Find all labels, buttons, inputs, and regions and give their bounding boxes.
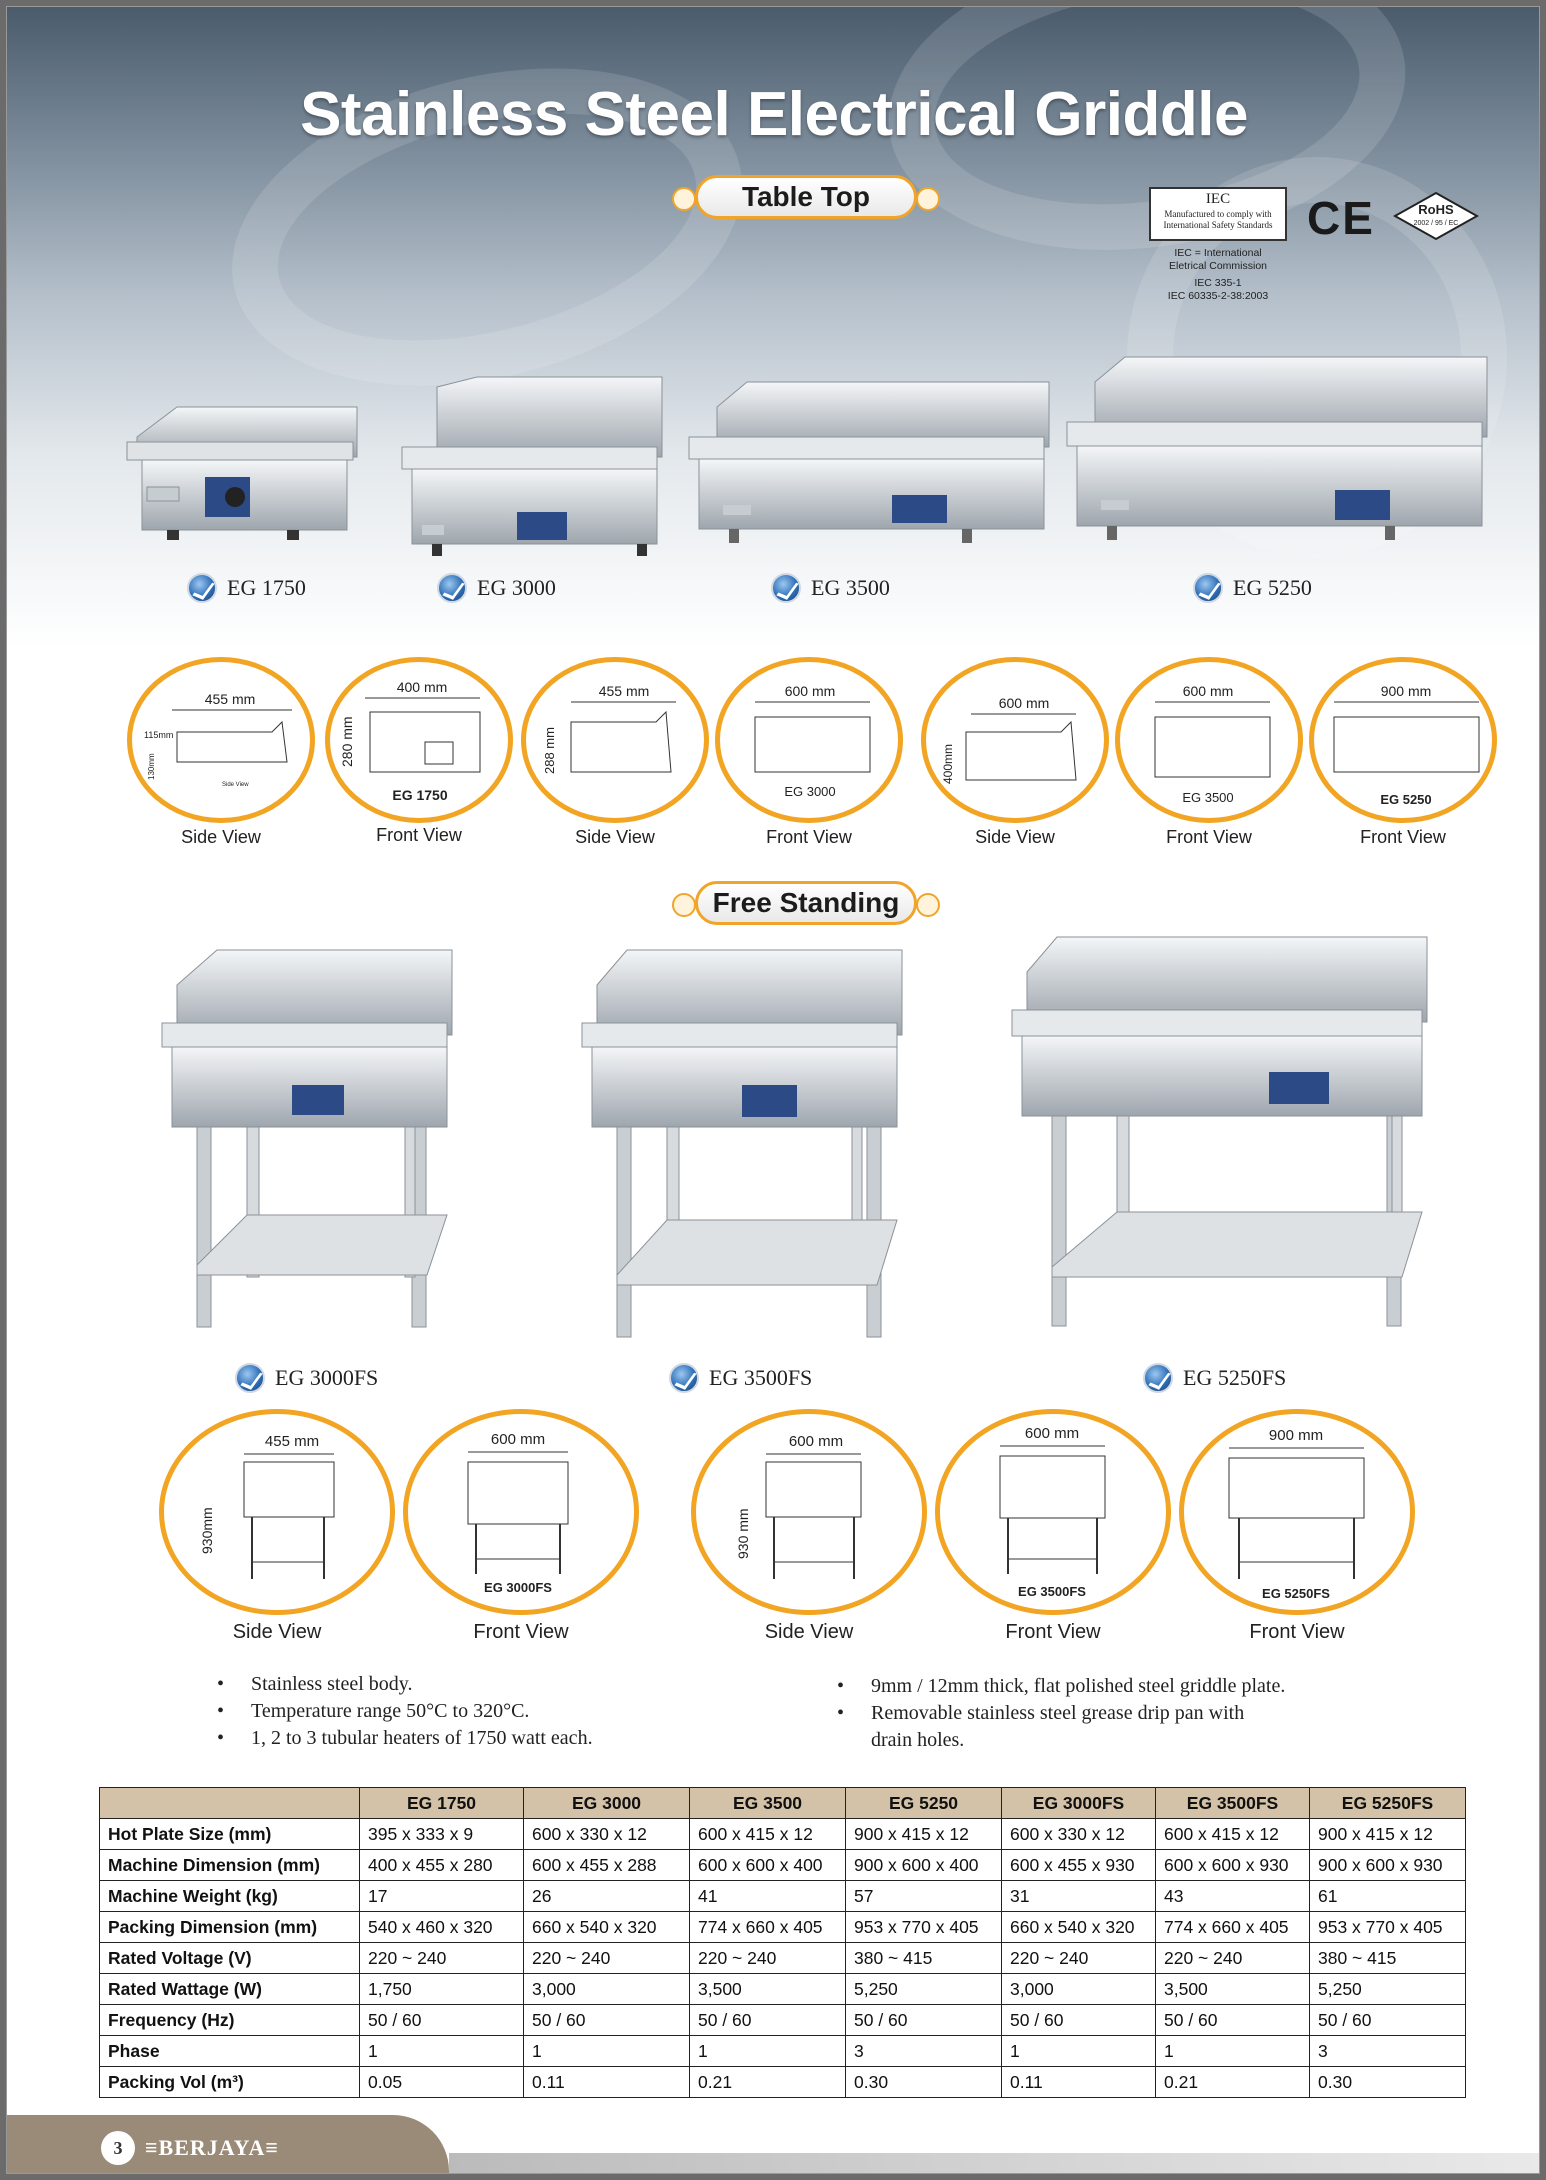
table-cell: 3,500 bbox=[1156, 1974, 1310, 2005]
row-label: Rated Wattage (W) bbox=[100, 1974, 360, 2005]
diagram-eg3500fs-side bbox=[691, 1409, 927, 1615]
brand-badge-icon bbox=[1193, 573, 1223, 603]
row-label: Packing Dimension (mm) bbox=[100, 1912, 360, 1943]
table-cell: 600 x 415 x 12 bbox=[1156, 1819, 1310, 1850]
diagram-eg1750-side bbox=[127, 657, 315, 823]
table-cell: 1 bbox=[1156, 2036, 1310, 2067]
table-cell: 17 bbox=[360, 1881, 524, 1912]
iec-note-2: Eletrical Commission bbox=[1168, 260, 1268, 272]
table-cell: 1 bbox=[360, 2036, 524, 2067]
product-image-eg3000fs bbox=[157, 945, 457, 1345]
dimension-height: 930mm bbox=[199, 1507, 215, 1554]
diagram-model: EG 3000 bbox=[784, 784, 836, 799]
table-cell: 220 ~ 240 bbox=[360, 1943, 524, 1974]
model-name: EG 5250 bbox=[1233, 575, 1312, 600]
iec-line-1: Manufactured to comply with bbox=[1164, 209, 1272, 219]
view-label-fs-5: Front View bbox=[1249, 1621, 1345, 1643]
diagram-eg3500fs-front bbox=[935, 1409, 1171, 1615]
table-cell: 3,500 bbox=[690, 1974, 846, 2005]
column-header: EG 3000FS bbox=[1002, 1788, 1156, 1819]
brand-badge-icon bbox=[235, 1363, 265, 1393]
table-row bbox=[100, 2036, 1466, 2067]
features-list-right bbox=[837, 1673, 1285, 1754]
table-row bbox=[100, 1819, 1466, 1850]
rohs-subtitle: 2002 / 95 / EC bbox=[1413, 220, 1459, 227]
catalog-page bbox=[6, 6, 1540, 2174]
table-row bbox=[100, 1912, 1466, 1943]
table-cell: 1,750 bbox=[360, 1974, 524, 2005]
table-cell: 1 bbox=[690, 2036, 846, 2067]
table-row bbox=[100, 1881, 1466, 1912]
table-cell: 900 x 415 x 12 bbox=[846, 1819, 1002, 1850]
feature-item-continuation: drain holes. bbox=[871, 1729, 965, 1751]
view-label-1: Side View bbox=[181, 827, 261, 847]
row-label: Rated Voltage (V) bbox=[100, 1943, 360, 1974]
table-cell: 600 x 330 x 12 bbox=[524, 1819, 690, 1850]
iec-note-1: IEC = International bbox=[1174, 247, 1262, 259]
dimension-width: 455 mm bbox=[264, 1433, 320, 1450]
free-standing-section-label: Free Standing bbox=[695, 881, 917, 925]
table-header-row bbox=[100, 1788, 1466, 1819]
feature-item: • 1, 2 to 3 tubular heaters of 1750 watt each. bbox=[217, 1725, 593, 1752]
model-name: EG 3500FS bbox=[709, 1365, 813, 1390]
dimension-width: 400 mm bbox=[396, 679, 448, 695]
table-cell: 953 x 770 x 405 bbox=[1310, 1912, 1466, 1943]
table-row bbox=[100, 1974, 1466, 2005]
dimension-width: 600 mm bbox=[1182, 683, 1234, 699]
ce-mark-icon: CE bbox=[1307, 192, 1375, 244]
table-row bbox=[100, 2005, 1466, 2036]
table-cell: 1 bbox=[524, 2036, 690, 2067]
table-cell: 3,000 bbox=[1002, 1974, 1156, 2005]
table-cell: 0.11 bbox=[524, 2067, 690, 2098]
brand-badge-icon bbox=[187, 573, 217, 603]
row-label: Machine Weight (kg) bbox=[100, 1881, 360, 1912]
view-label-5: Side View bbox=[975, 827, 1055, 847]
table-cell: 31 bbox=[1002, 1881, 1156, 1912]
table-cell: 540 x 460 x 320 bbox=[360, 1912, 524, 1943]
model-label-eg3500fs bbox=[669, 1363, 812, 1393]
diagram-eg3500-side bbox=[921, 657, 1109, 823]
table-cell: 900 x 600 x 400 bbox=[846, 1850, 1002, 1881]
model-label-eg3000 bbox=[437, 573, 556, 603]
table-cell: 50 / 60 bbox=[690, 2005, 846, 2036]
column-header: EG 3000 bbox=[524, 1788, 690, 1819]
product-image-eg3000 bbox=[397, 367, 667, 562]
features-list-left bbox=[217, 1671, 593, 1752]
table-cell: 43 bbox=[1156, 1881, 1310, 1912]
table-body bbox=[100, 1819, 1466, 2098]
table-cell: 3,000 bbox=[524, 1974, 690, 2005]
diagram-model: EG 5250 bbox=[1380, 792, 1432, 807]
table-cell: 600 x 600 x 930 bbox=[1156, 1850, 1310, 1881]
feature-item: • 9mm / 12mm thick, flat polished steel griddle plate. bbox=[837, 1673, 1285, 1700]
brand-badge-icon bbox=[437, 573, 467, 603]
table-cell: 50 / 60 bbox=[1156, 2005, 1310, 2036]
dimension-width: 600 mm bbox=[490, 1431, 546, 1448]
product-image-eg3500 bbox=[687, 377, 1052, 552]
brand-badge-icon bbox=[1143, 1363, 1173, 1393]
table-cell: 0.21 bbox=[690, 2067, 846, 2098]
table-cell: 0.05 bbox=[360, 2067, 524, 2098]
view-label-7: Front View bbox=[1360, 827, 1446, 847]
table-cell: 395 x 333 x 9 bbox=[360, 1819, 524, 1850]
dimension-extra: 130mm bbox=[147, 753, 156, 780]
diagram-caption: Side View bbox=[222, 782, 249, 788]
model-name: EG 3000 bbox=[477, 575, 556, 600]
iec-note-3: IEC 335-1 bbox=[1194, 277, 1242, 289]
dimension-width: 600 mm bbox=[784, 683, 836, 699]
table-cell: 220 ~ 240 bbox=[1156, 1943, 1310, 1974]
dimension-height: 400mm bbox=[941, 743, 955, 784]
diagram-eg3000-front bbox=[715, 657, 903, 823]
table-cell: 600 x 455 x 930 bbox=[1002, 1850, 1156, 1881]
page-title: Stainless Steel Electrical Griddle bbox=[300, 80, 1248, 149]
model-label-eg5250fs bbox=[1143, 1363, 1286, 1393]
row-label: Machine Dimension (mm) bbox=[100, 1850, 360, 1881]
table-header-empty bbox=[100, 1788, 360, 1819]
dimension-height: 288 mm bbox=[542, 727, 557, 774]
dimension-height: 930 mm bbox=[735, 1508, 751, 1559]
dimension-height: 280 mm bbox=[339, 716, 355, 767]
column-header: EG 3500FS bbox=[1156, 1788, 1310, 1819]
product-image-eg5250 bbox=[1065, 352, 1490, 552]
column-header: EG 3500 bbox=[690, 1788, 846, 1819]
table-cell: 0.11 bbox=[1002, 2067, 1156, 2098]
rohs-logo-icon bbox=[1393, 191, 1479, 241]
model-name: EG 3500 bbox=[811, 575, 890, 600]
table-cell: 5,250 bbox=[846, 1974, 1002, 2005]
product-image-eg3500fs bbox=[577, 945, 907, 1355]
column-header: EG 5250FS bbox=[1310, 1788, 1466, 1819]
table-cell: 600 x 330 x 12 bbox=[1002, 1819, 1156, 1850]
table-cell: 220 ~ 240 bbox=[524, 1943, 690, 1974]
dimension-width: 455 mm bbox=[204, 691, 256, 707]
table-cell: 26 bbox=[524, 1881, 690, 1912]
table-cell: 774 x 660 x 405 bbox=[1156, 1912, 1310, 1943]
table-cell: 3 bbox=[846, 2036, 1002, 2067]
table-cell: 600 x 455 x 288 bbox=[524, 1850, 690, 1881]
model-label-eg3000fs bbox=[235, 1363, 378, 1393]
view-label-4: Front View bbox=[766, 827, 852, 847]
model-name: EG 1750 bbox=[227, 575, 306, 600]
row-label: Frequency (Hz) bbox=[100, 2005, 360, 2036]
table-cell: 220 ~ 240 bbox=[1002, 1943, 1156, 1974]
model-label-eg5250 bbox=[1193, 573, 1312, 603]
model-label-eg3500 bbox=[771, 573, 890, 603]
footer-bar bbox=[449, 2153, 1540, 2174]
rohs-title: RoHS bbox=[1418, 202, 1454, 217]
table-cell: 220 ~ 240 bbox=[690, 1943, 846, 1974]
view-label-fs-4: Front View bbox=[1005, 1621, 1101, 1643]
dimension-width: 900 mm bbox=[1380, 683, 1432, 699]
model-label-eg1750 bbox=[187, 573, 306, 603]
diagram-eg3000fs-side bbox=[159, 1409, 395, 1615]
table-row bbox=[100, 1850, 1466, 1881]
table-cell: 50 / 60 bbox=[1310, 2005, 1466, 2036]
table-cell: 900 x 415 x 12 bbox=[1310, 1819, 1466, 1850]
diagram-eg3000-side bbox=[521, 657, 709, 823]
table-cell: 61 bbox=[1310, 1881, 1466, 1912]
model-name: EG 5250FS bbox=[1183, 1365, 1287, 1390]
iec-notes bbox=[1127, 247, 1309, 303]
specification-table bbox=[99, 1787, 1466, 2098]
table-top-section-label: Table Top bbox=[695, 175, 917, 219]
diagram-eg3000fs-front bbox=[403, 1409, 639, 1615]
table-row bbox=[100, 1943, 1466, 1974]
table-cell: 660 x 540 x 320 bbox=[524, 1912, 690, 1943]
iec-certification-box bbox=[1149, 187, 1287, 241]
view-label-fs-3: Side View bbox=[764, 1621, 854, 1643]
view-label-fs-2: Front View bbox=[473, 1621, 569, 1643]
table-cell: 774 x 660 x 405 bbox=[690, 1912, 846, 1943]
table-cell: 0.30 bbox=[846, 2067, 1002, 2098]
table-cell: 0.21 bbox=[1156, 2067, 1310, 2098]
feature-item: • Removable stainless steel grease drip pan with bbox=[837, 1700, 1285, 1727]
table-cell: 600 x 600 x 400 bbox=[690, 1850, 846, 1881]
table-cell: 41 bbox=[690, 1881, 846, 1912]
table-cell: 57 bbox=[846, 1881, 1002, 1912]
table-cell: 1 bbox=[1002, 2036, 1156, 2067]
table-cell: 900 x 600 x 930 bbox=[1310, 1850, 1466, 1881]
feature-item: • Temperature range 50°C to 320°C. bbox=[217, 1698, 593, 1725]
brand-badge-icon bbox=[771, 573, 801, 603]
diagram-eg3500-front bbox=[1115, 657, 1303, 823]
table-cell: 3 bbox=[1310, 2036, 1466, 2067]
table-cell: 400 x 455 x 280 bbox=[360, 1850, 524, 1881]
page-number: 3 bbox=[101, 2131, 135, 2165]
view-label-6: Front View bbox=[1166, 827, 1252, 847]
table-cell: 600 x 415 x 12 bbox=[690, 1819, 846, 1850]
diagram-model: EG 1750 bbox=[392, 787, 448, 803]
diagram-model: EG 3500FS bbox=[1018, 1584, 1086, 1599]
brand-badge-icon bbox=[669, 1363, 699, 1393]
iec-line-2: International Safety Standards bbox=[1163, 220, 1273, 230]
table-cell: 380 ~ 415 bbox=[1310, 1943, 1466, 1974]
column-header: EG 5250 bbox=[846, 1788, 1002, 1819]
diagram-eg5250-front bbox=[1309, 657, 1497, 823]
dimension-width: 600 mm bbox=[1024, 1425, 1080, 1442]
dimension-width: 600 mm bbox=[788, 1433, 844, 1450]
view-label-2: Front View bbox=[376, 825, 462, 845]
table-cell: 50 / 60 bbox=[360, 2005, 524, 2036]
feature-item: • Stainless steel body. bbox=[217, 1671, 593, 1698]
table-cell: 5,250 bbox=[1310, 1974, 1466, 2005]
view-label-fs-1: Side View bbox=[232, 1621, 322, 1643]
view-label-3: Side View bbox=[575, 827, 655, 847]
diagram-model: EG 5250FS bbox=[1262, 1586, 1330, 1601]
table-cell: 50 / 60 bbox=[524, 2005, 690, 2036]
iec-note-4: IEC 60335-2-38:2003 bbox=[1167, 290, 1269, 302]
table-row bbox=[100, 2067, 1466, 2098]
table-cell: 380 ~ 415 bbox=[846, 1943, 1002, 1974]
product-image-eg5250fs bbox=[1007, 932, 1432, 1352]
dimension-width: 900 mm bbox=[1268, 1427, 1324, 1444]
brand-logo: ≡BERJAYA≡ bbox=[145, 2135, 279, 2160]
table-cell: 50 / 60 bbox=[1002, 2005, 1156, 2036]
dimension-width: 455 mm bbox=[598, 683, 650, 699]
row-label: Phase bbox=[100, 2036, 360, 2067]
table-cell: 0.30 bbox=[1310, 2067, 1466, 2098]
product-image-eg1750 bbox=[117, 397, 367, 557]
diagram-model: EG 3000FS bbox=[484, 1580, 552, 1595]
diagram-eg1750-front bbox=[325, 657, 513, 823]
dimension-height: 115mm bbox=[144, 730, 174, 740]
table-cell: 660 x 540 x 320 bbox=[1002, 1912, 1156, 1943]
model-name: EG 3000FS bbox=[275, 1365, 379, 1390]
diagram-model: EG 3500 bbox=[1182, 790, 1234, 805]
row-label: Hot Plate Size (mm) bbox=[100, 1819, 360, 1850]
iec-title: IEC bbox=[1205, 191, 1231, 207]
table-cell: 50 / 60 bbox=[846, 2005, 1002, 2036]
dimension-width: 600 mm bbox=[998, 695, 1050, 711]
table-cell: 953 x 770 x 405 bbox=[846, 1912, 1002, 1943]
column-header: EG 1750 bbox=[360, 1788, 524, 1819]
diagram-eg5250fs-front bbox=[1179, 1409, 1415, 1615]
row-label: Packing Vol (m³) bbox=[100, 2067, 360, 2098]
